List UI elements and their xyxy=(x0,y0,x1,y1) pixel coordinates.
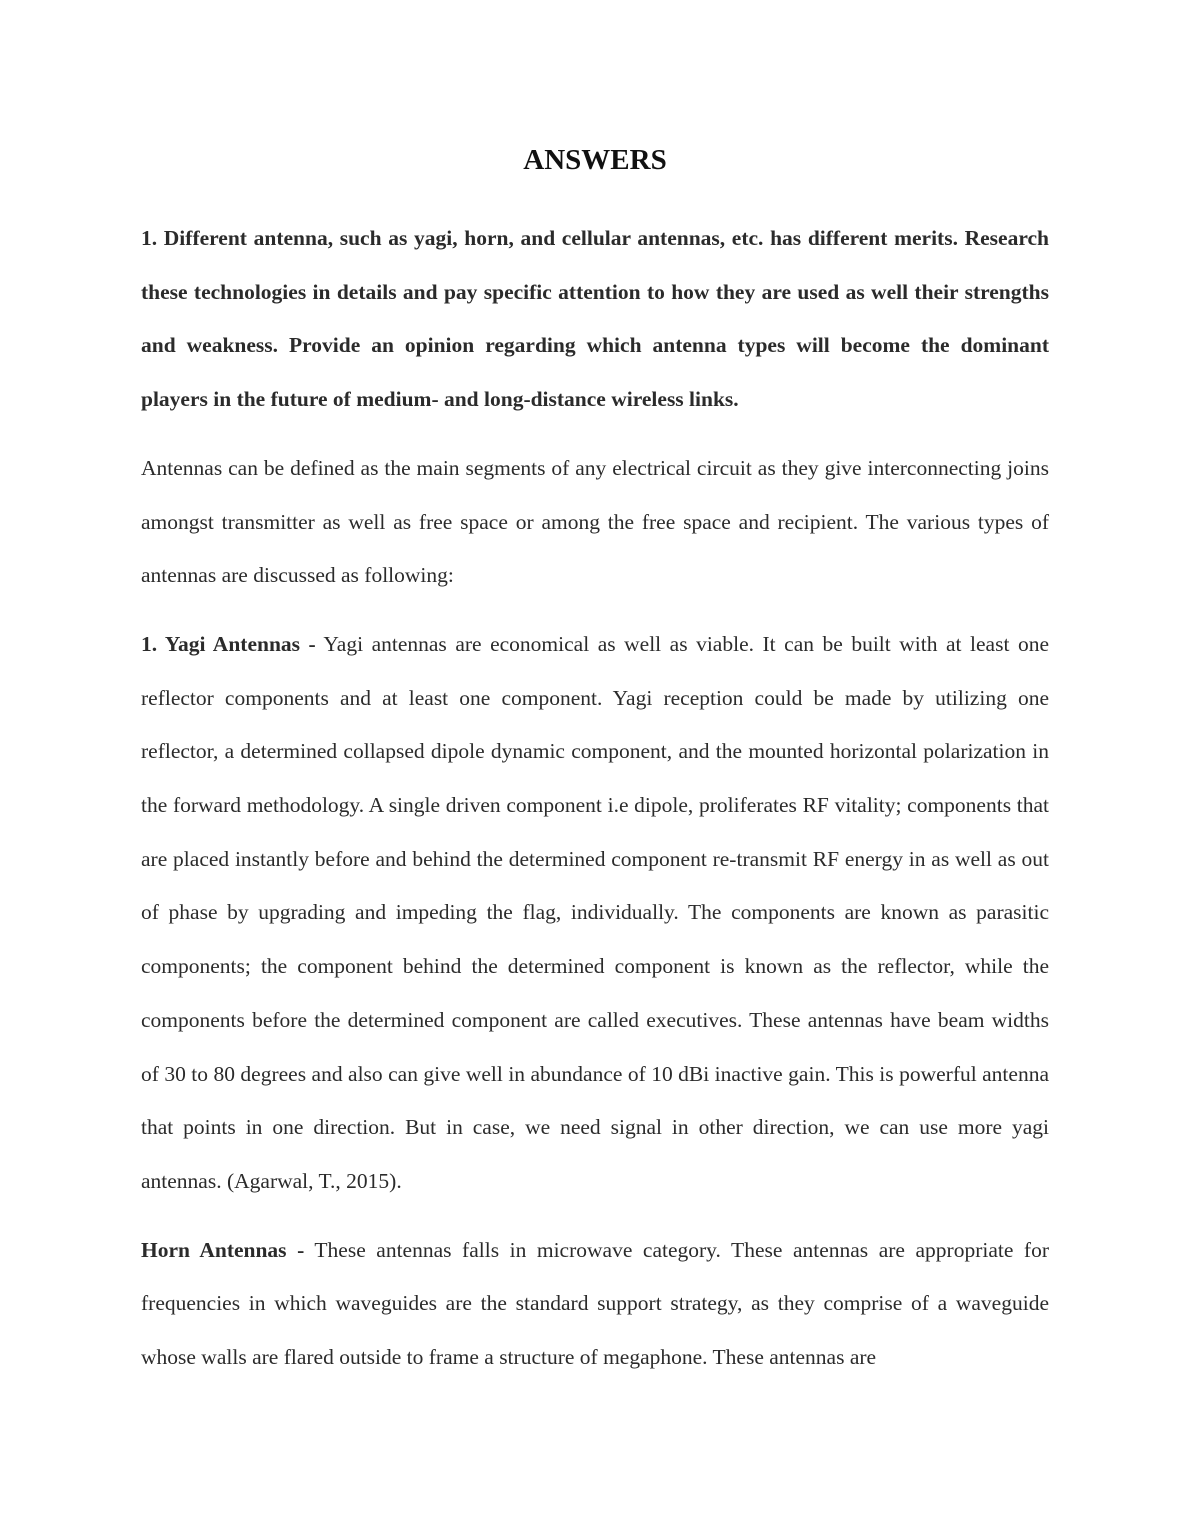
document-body xyxy=(141,136,1049,1400)
horn-section-heading: Horn Antennas - xyxy=(141,1237,305,1262)
intro-paragraph: Antennas can be defined as the main segments of any electrical circuit as they give interconnecting joins amongst transmitter as well as free space or among the free space and recipient. The various types of antennas are discussed as following: xyxy=(141,455,1049,588)
question-paragraph: 1. Different antenna, such as yagi, horn, and cellular antennas, etc. has different merits. Research these technologies in details and pay specific attention to how they are used as well their strengths and weakness. Provide an opinion regarding which antenna types will become the dominant players in the future of medium- and long-distance wireless links. xyxy=(141,226,1049,412)
page-title: ANSWERS xyxy=(523,144,667,176)
yagi-section-paragraph xyxy=(141,618,1049,1209)
horn-section-paragraph xyxy=(141,1224,1049,1385)
horn-section-body: These antennas falls in microwave category. These antennas are appropriate for frequencies in which waveguides are the standard support strategy, as they comprise of a waveguide whose walls are flared outside to frame a structure of megaphone. These antennas are xyxy=(141,1237,1049,1370)
yagi-section-body: Yagi antennas are economical as well as viable. It can be built with at least one reflector components and at least one component. Yagi reception could be made by utilizing one reflector, a determined collapsed dipole dynamic component, and the mounted horizontal polarization in the forward methodology. A single driven component i.e dipole, proliferates RF vitality; components that are placed instantly before and behind the determined component re-transmit RF energy in as well as out of phase by upgrading and impeding the flag, individually. The components are known as parasitic components; the component behind the determined component is known as the reflector, while the components before the determined component are called executives. These antennas have beam widths of 30 to 80 degrees and also can give well in abundance of 10 dBi inactive gain. This is powerful antenna that points in one direction. But in case, we need signal in other direction, we can use more yagi antennas. (Agarwal, T., 2015). xyxy=(141,631,1049,1193)
yagi-section-heading: 1. Yagi Antennas - xyxy=(141,631,316,656)
